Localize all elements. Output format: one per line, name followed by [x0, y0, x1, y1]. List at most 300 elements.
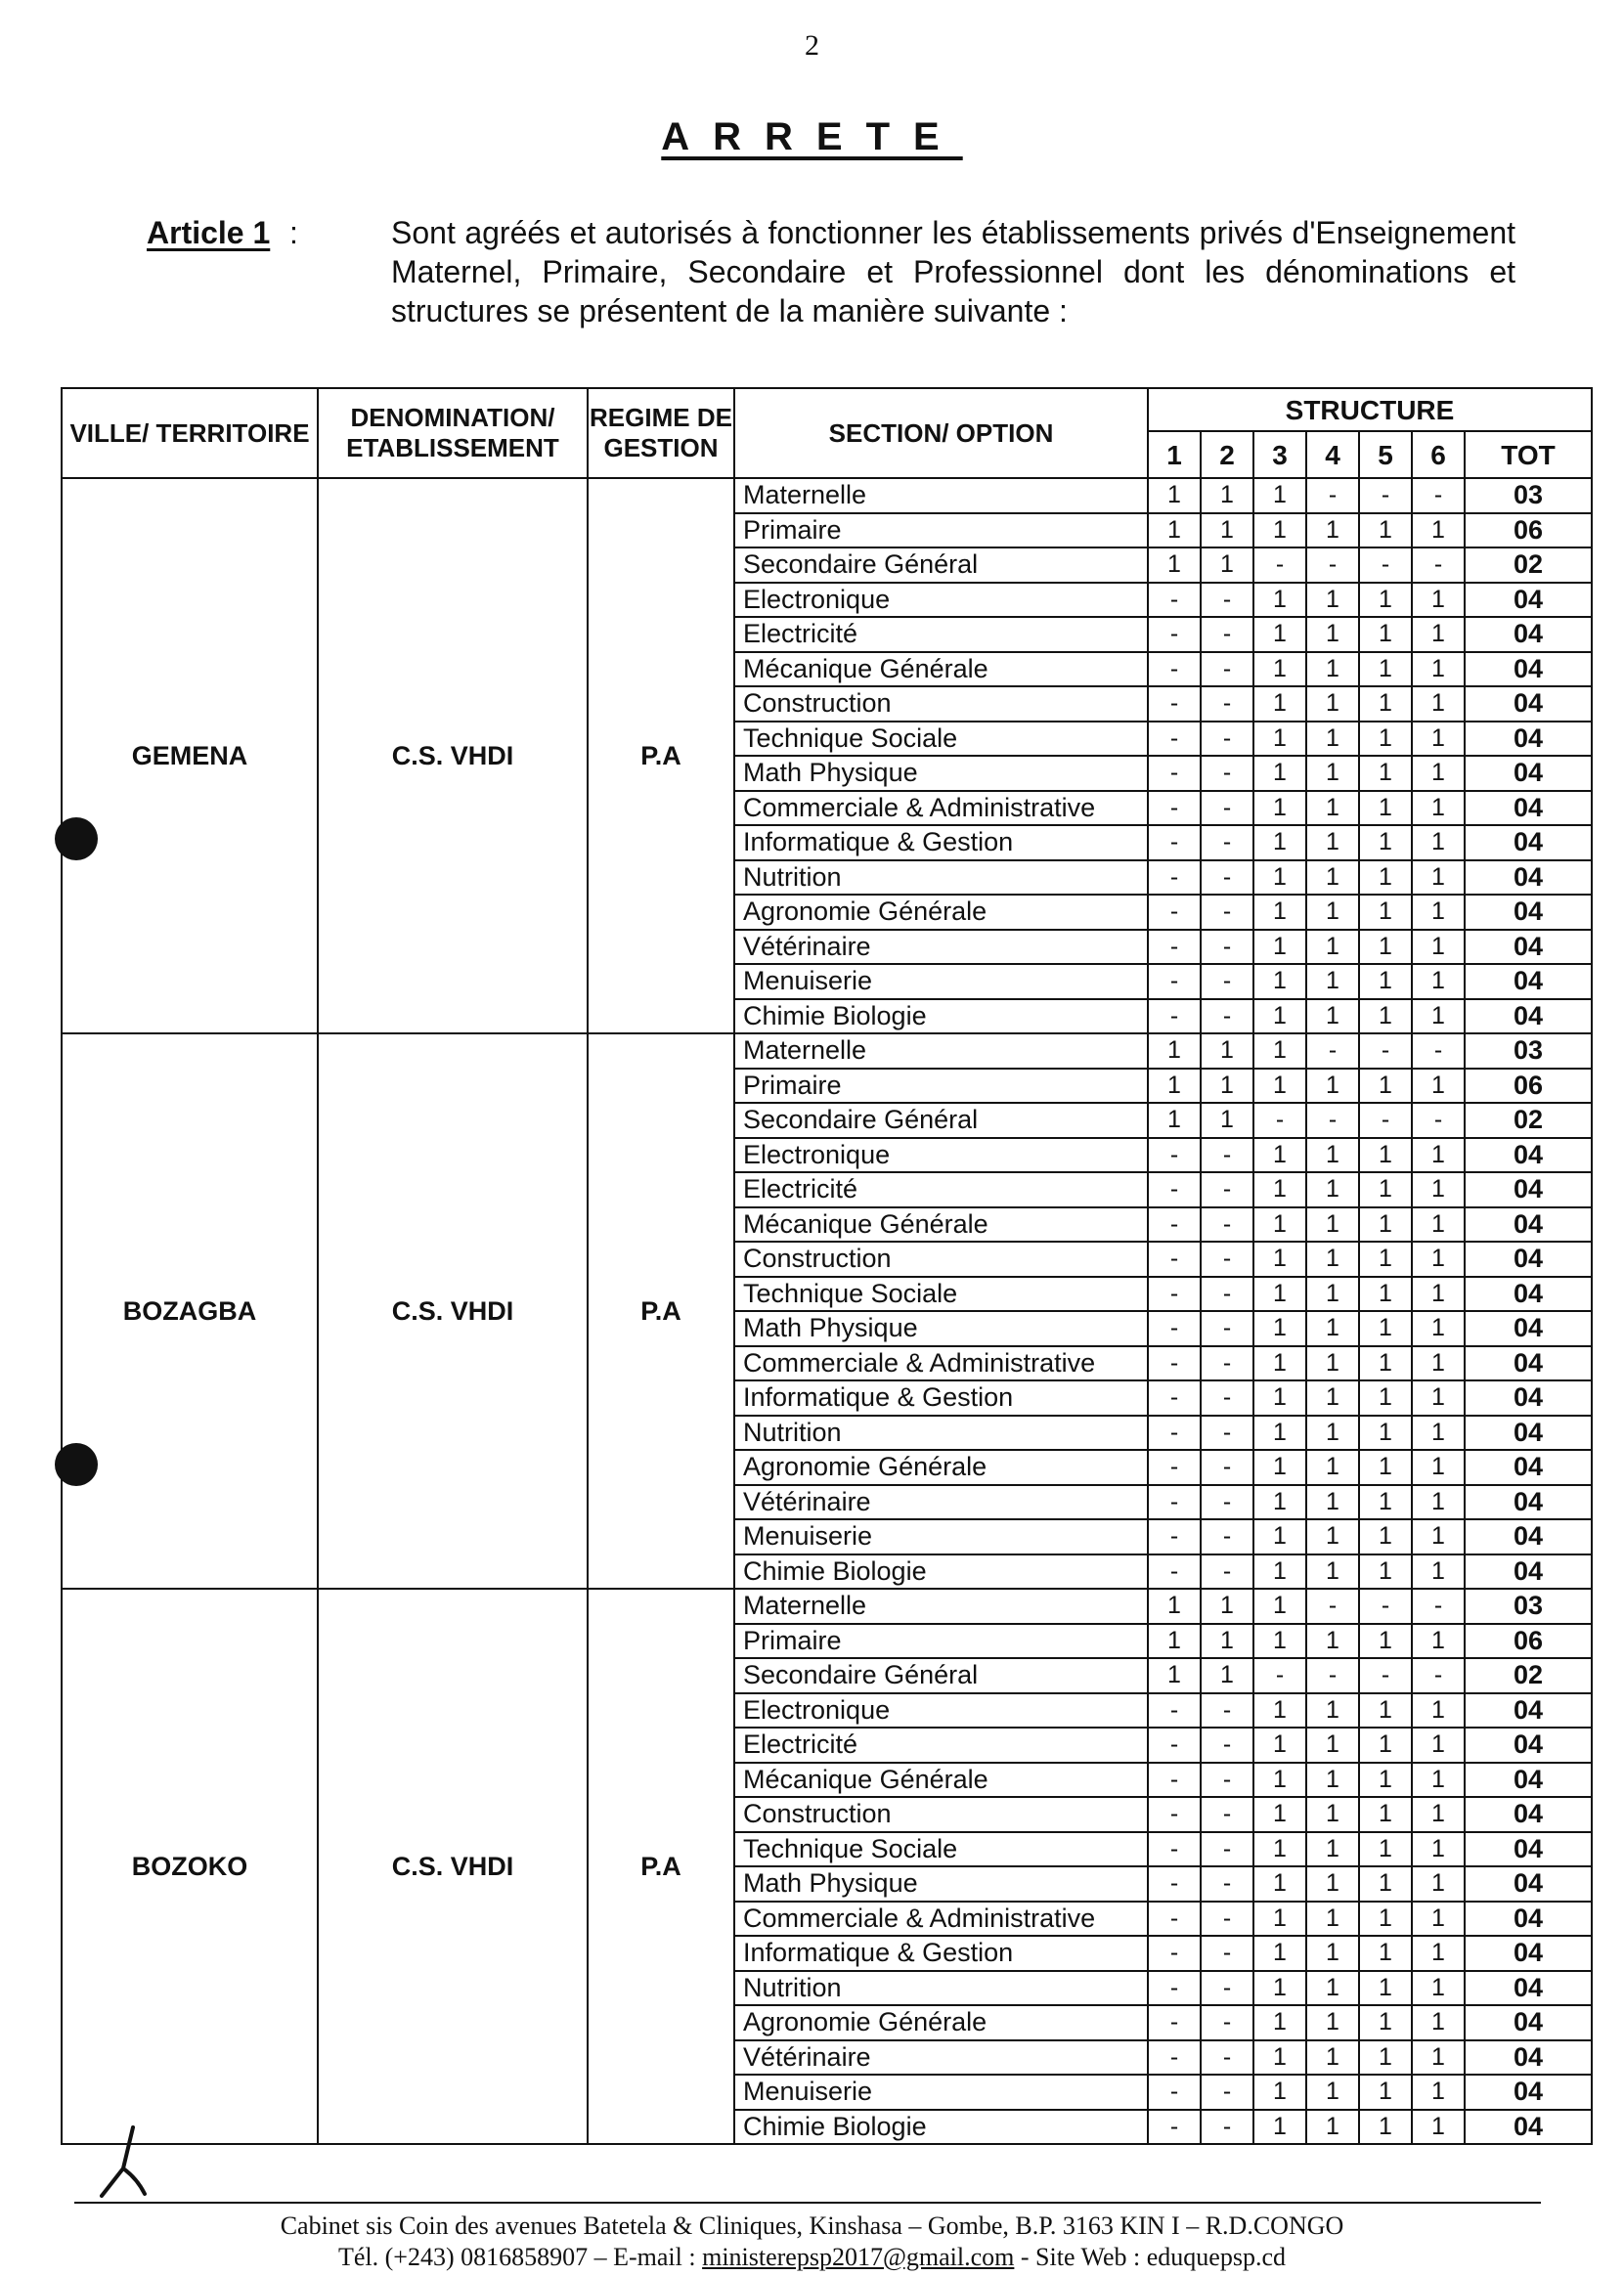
- level-3-cell: -: [1253, 1103, 1306, 1138]
- header-level-3: 3: [1253, 431, 1306, 478]
- total-cell: 04: [1465, 860, 1592, 896]
- level-3-cell: 1: [1253, 756, 1306, 791]
- level-6-cell: -: [1412, 1589, 1465, 1624]
- total-cell: 02: [1465, 1103, 1592, 1138]
- level-2-cell: -: [1201, 1380, 1253, 1416]
- level-3-cell: 1: [1253, 1207, 1306, 1243]
- level-5-cell: 1: [1359, 1763, 1412, 1798]
- level-1-cell: -: [1148, 2005, 1201, 2040]
- section-cell: Mécanique Générale: [734, 1207, 1148, 1243]
- level-6-cell: 1: [1412, 1346, 1465, 1381]
- regime-cell: P.A: [588, 1589, 734, 2144]
- level-6-cell: 1: [1412, 2110, 1465, 2145]
- level-3-cell: -: [1253, 547, 1306, 583]
- header-level-2: 2: [1201, 431, 1253, 478]
- level-1-cell: 1: [1148, 1624, 1201, 1659]
- level-6-cell: 1: [1412, 2005, 1465, 2040]
- level-3-cell: 1: [1253, 1346, 1306, 1381]
- section-cell: Nutrition: [734, 1971, 1148, 2006]
- level-5-cell: 1: [1359, 791, 1412, 826]
- section-cell: Secondaire Général: [734, 547, 1148, 583]
- total-cell: 04: [1465, 791, 1592, 826]
- level-6-cell: 1: [1412, 964, 1465, 999]
- level-6-cell: 1: [1412, 1728, 1465, 1763]
- table-row: [62, 1589, 1592, 1624]
- section-cell: Chimie Biologie: [734, 1554, 1148, 1590]
- level-3-cell: 1: [1253, 999, 1306, 1034]
- level-6-cell: 1: [1412, 1277, 1465, 1312]
- punch-hole: [55, 817, 98, 860]
- level-3-cell: 1: [1253, 1450, 1306, 1485]
- level-6-cell: 1: [1412, 1485, 1465, 1520]
- total-cell: 04: [1465, 686, 1592, 722]
- level-5-cell: 1: [1359, 1138, 1412, 1173]
- level-2-cell: -: [1201, 652, 1253, 687]
- level-5-cell: 1: [1359, 652, 1412, 687]
- level-5-cell: -: [1359, 478, 1412, 513]
- level-6-cell: 1: [1412, 1242, 1465, 1277]
- level-3-cell: 1: [1253, 722, 1306, 757]
- section-cell: Menuiserie: [734, 964, 1148, 999]
- section-cell: Secondaire Général: [734, 1103, 1148, 1138]
- level-2-cell: 1: [1201, 1624, 1253, 1659]
- section-cell: Vétérinaire: [734, 2040, 1148, 2076]
- level-4-cell: 1: [1306, 1519, 1359, 1554]
- total-cell: 04: [1465, 1380, 1592, 1416]
- section-cell: Mécanique Générale: [734, 652, 1148, 687]
- level-4-cell: 1: [1306, 1138, 1359, 1173]
- level-6-cell: 1: [1412, 1902, 1465, 1937]
- level-3-cell: 1: [1253, 930, 1306, 965]
- level-1-cell: -: [1148, 860, 1201, 896]
- level-3-cell: 1: [1253, 1242, 1306, 1277]
- level-6-cell: 1: [1412, 1138, 1465, 1173]
- level-5-cell: 1: [1359, 1277, 1412, 1312]
- level-4-cell: 1: [1306, 1971, 1359, 2006]
- header-tot: TOT: [1465, 431, 1592, 478]
- level-5-cell: 1: [1359, 756, 1412, 791]
- total-cell: 04: [1465, 652, 1592, 687]
- total-cell: 04: [1465, 1138, 1592, 1173]
- level-2-cell: -: [1201, 2075, 1253, 2110]
- section-cell: Vétérinaire: [734, 930, 1148, 965]
- level-2-cell: -: [1201, 1277, 1253, 1312]
- level-4-cell: 1: [1306, 1554, 1359, 1590]
- level-1-cell: -: [1148, 1728, 1201, 1763]
- total-cell: 04: [1465, 1936, 1592, 1971]
- level-3-cell: 1: [1253, 1693, 1306, 1729]
- header-regime: REGIME DE GESTION: [588, 388, 734, 478]
- level-1-cell: -: [1148, 1485, 1201, 1520]
- level-2-cell: -: [1201, 1242, 1253, 1277]
- level-1-cell: -: [1148, 1866, 1201, 1902]
- level-5-cell: 1: [1359, 513, 1412, 548]
- level-1-cell: -: [1148, 2040, 1201, 2076]
- level-5-cell: 1: [1359, 1797, 1412, 1832]
- level-6-cell: 1: [1412, 1832, 1465, 1867]
- section-cell: Construction: [734, 686, 1148, 722]
- level-2-cell: -: [1201, 860, 1253, 896]
- total-cell: 04: [1465, 1866, 1592, 1902]
- document-title: [0, 115, 1624, 159]
- section-cell: Maternelle: [734, 1033, 1148, 1069]
- level-2-cell: -: [1201, 825, 1253, 860]
- level-1-cell: 1: [1148, 513, 1201, 548]
- level-3-cell: 1: [1253, 1277, 1306, 1312]
- level-5-cell: 1: [1359, 686, 1412, 722]
- level-3-cell: 1: [1253, 1554, 1306, 1590]
- total-cell: 04: [1465, 617, 1592, 652]
- structure-table: [61, 387, 1593, 2145]
- section-cell: Menuiserie: [734, 1519, 1148, 1554]
- level-1-cell: -: [1148, 1380, 1201, 1416]
- level-2-cell: 1: [1201, 1033, 1253, 1069]
- level-4-cell: 1: [1306, 2005, 1359, 2040]
- level-4-cell: 1: [1306, 1380, 1359, 1416]
- level-6-cell: -: [1412, 1103, 1465, 1138]
- level-2-cell: -: [1201, 999, 1253, 1034]
- level-4-cell: 1: [1306, 1693, 1359, 1729]
- total-cell: 04: [1465, 2040, 1592, 2076]
- level-5-cell: 1: [1359, 1450, 1412, 1485]
- section-cell: Chimie Biologie: [734, 2110, 1148, 2145]
- level-6-cell: 1: [1412, 1450, 1465, 1485]
- section-cell: Technique Sociale: [734, 1832, 1148, 1867]
- level-6-cell: 1: [1412, 617, 1465, 652]
- total-cell: 04: [1465, 1242, 1592, 1277]
- total-cell: 04: [1465, 2110, 1592, 2145]
- denomination-cell: C.S. VHDI: [318, 1033, 588, 1589]
- section-cell: Primaire: [734, 513, 1148, 548]
- level-5-cell: 1: [1359, 2040, 1412, 2076]
- handwritten-initial: [94, 2122, 162, 2200]
- level-5-cell: 1: [1359, 930, 1412, 965]
- level-6-cell: 1: [1412, 1311, 1465, 1346]
- level-3-cell: 1: [1253, 513, 1306, 548]
- level-1-cell: -: [1148, 825, 1201, 860]
- level-4-cell: -: [1306, 1589, 1359, 1624]
- level-5-cell: 1: [1359, 1069, 1412, 1104]
- level-1-cell: -: [1148, 930, 1201, 965]
- footer-tel: Tél. (+243) 0816858907 – E-mail :: [337, 2243, 703, 2271]
- level-5-cell: 1: [1359, 1624, 1412, 1659]
- article-label: [147, 215, 270, 251]
- level-3-cell: 1: [1253, 860, 1306, 896]
- level-1-cell: -: [1148, 1311, 1201, 1346]
- level-6-cell: 1: [1412, 1624, 1465, 1659]
- level-2-cell: -: [1201, 1207, 1253, 1243]
- level-4-cell: 1: [1306, 999, 1359, 1034]
- level-2-cell: -: [1201, 1346, 1253, 1381]
- section-cell: Math Physique: [734, 756, 1148, 791]
- article-label-text: Article 1: [147, 215, 271, 250]
- level-5-cell: 1: [1359, 1866, 1412, 1902]
- level-5-cell: -: [1359, 547, 1412, 583]
- level-2-cell: -: [1201, 617, 1253, 652]
- level-6-cell: -: [1412, 1033, 1465, 1069]
- level-2-cell: -: [1201, 1797, 1253, 1832]
- level-3-cell: 1: [1253, 1624, 1306, 1659]
- level-1-cell: -: [1148, 686, 1201, 722]
- header-denomination: DENOMINATION/ ETABLISSEMENT: [318, 388, 588, 478]
- level-3-cell: 1: [1253, 1519, 1306, 1554]
- level-2-cell: -: [1201, 1728, 1253, 1763]
- total-cell: 04: [1465, 2075, 1592, 2110]
- level-5-cell: -: [1359, 1658, 1412, 1693]
- level-1-cell: -: [1148, 2110, 1201, 2145]
- level-1-cell: -: [1148, 1971, 1201, 2006]
- footer-contact: [0, 2243, 1624, 2272]
- footer-site: - Site Web : eduquepsp.cd: [1014, 2243, 1286, 2271]
- level-1-cell: -: [1148, 791, 1201, 826]
- total-cell: 04: [1465, 1693, 1592, 1729]
- table-row: [62, 478, 1592, 513]
- level-2-cell: 1: [1201, 547, 1253, 583]
- level-1-cell: -: [1148, 1346, 1201, 1381]
- section-cell: Vétérinaire: [734, 1485, 1148, 1520]
- level-6-cell: 1: [1412, 1207, 1465, 1243]
- section-cell: Technique Sociale: [734, 1277, 1148, 1312]
- level-4-cell: 1: [1306, 1277, 1359, 1312]
- total-cell: 04: [1465, 1172, 1592, 1207]
- total-cell: 04: [1465, 1450, 1592, 1485]
- total-cell: 04: [1465, 722, 1592, 757]
- level-6-cell: 1: [1412, 999, 1465, 1034]
- page-number: 2: [805, 29, 819, 62]
- level-1-cell: -: [1148, 1902, 1201, 1937]
- section-cell: Electronique: [734, 583, 1148, 618]
- regime-cell: P.A: [588, 1033, 734, 1589]
- level-4-cell: 1: [1306, 583, 1359, 618]
- level-3-cell: -: [1253, 1658, 1306, 1693]
- section-cell: Chimie Biologie: [734, 999, 1148, 1034]
- section-cell: Electricité: [734, 1728, 1148, 1763]
- total-cell: 06: [1465, 1069, 1592, 1104]
- level-4-cell: 1: [1306, 825, 1359, 860]
- total-cell: 03: [1465, 478, 1592, 513]
- level-2-cell: -: [1201, 1936, 1253, 1971]
- total-cell: 04: [1465, 1728, 1592, 1763]
- level-3-cell: 1: [1253, 652, 1306, 687]
- level-2-cell: -: [1201, 1693, 1253, 1729]
- level-2-cell: 1: [1201, 513, 1253, 548]
- level-1-cell: 1: [1148, 1069, 1201, 1104]
- header-level-5: 5: [1359, 431, 1412, 478]
- level-4-cell: 1: [1306, 1728, 1359, 1763]
- level-2-cell: -: [1201, 2005, 1253, 2040]
- level-5-cell: 1: [1359, 1172, 1412, 1207]
- total-cell: 04: [1465, 964, 1592, 999]
- level-6-cell: 1: [1412, 513, 1465, 548]
- level-2-cell: 1: [1201, 1103, 1253, 1138]
- level-2-cell: -: [1201, 756, 1253, 791]
- section-cell: Informatique & Gestion: [734, 1936, 1148, 1971]
- level-1-cell: -: [1148, 2075, 1201, 2110]
- level-6-cell: 1: [1412, 1763, 1465, 1798]
- level-1-cell: -: [1148, 1554, 1201, 1590]
- level-5-cell: 1: [1359, 1971, 1412, 2006]
- level-1-cell: -: [1148, 1936, 1201, 1971]
- level-3-cell: 1: [1253, 686, 1306, 722]
- level-3-cell: 1: [1253, 2075, 1306, 2110]
- level-3-cell: 1: [1253, 895, 1306, 930]
- level-4-cell: 1: [1306, 2075, 1359, 2110]
- level-5-cell: 1: [1359, 1242, 1412, 1277]
- section-cell: Primaire: [734, 1624, 1148, 1659]
- section-cell: Maternelle: [734, 478, 1148, 513]
- level-6-cell: 1: [1412, 860, 1465, 896]
- level-4-cell: 1: [1306, 1866, 1359, 1902]
- level-3-cell: 1: [1253, 825, 1306, 860]
- total-cell: 02: [1465, 547, 1592, 583]
- level-6-cell: 1: [1412, 1069, 1465, 1104]
- total-cell: 04: [1465, 1971, 1592, 2006]
- total-cell: 04: [1465, 1485, 1592, 1520]
- level-1-cell: -: [1148, 1450, 1201, 1485]
- section-cell: Secondaire Général: [734, 1658, 1148, 1693]
- level-1-cell: -: [1148, 1242, 1201, 1277]
- level-1-cell: -: [1148, 1416, 1201, 1451]
- level-2-cell: 1: [1201, 478, 1253, 513]
- level-6-cell: 1: [1412, 1866, 1465, 1902]
- level-2-cell: -: [1201, 2110, 1253, 2145]
- level-4-cell: 1: [1306, 617, 1359, 652]
- level-6-cell: -: [1412, 547, 1465, 583]
- level-3-cell: 1: [1253, 1033, 1306, 1069]
- header-section: SECTION/ OPTION: [734, 388, 1148, 478]
- level-1-cell: -: [1148, 652, 1201, 687]
- level-3-cell: 1: [1253, 1763, 1306, 1798]
- level-5-cell: 1: [1359, 860, 1412, 896]
- section-cell: Mécanique Générale: [734, 1763, 1148, 1798]
- article-colon: :: [289, 215, 298, 250]
- level-5-cell: -: [1359, 1589, 1412, 1624]
- level-1-cell: -: [1148, 1277, 1201, 1312]
- level-3-cell: 1: [1253, 2005, 1306, 2040]
- section-cell: Informatique & Gestion: [734, 1380, 1148, 1416]
- level-2-cell: -: [1201, 1450, 1253, 1485]
- section-cell: Primaire: [734, 1069, 1148, 1104]
- level-5-cell: 1: [1359, 1832, 1412, 1867]
- level-4-cell: -: [1306, 547, 1359, 583]
- level-3-cell: 1: [1253, 1832, 1306, 1867]
- level-2-cell: -: [1201, 1902, 1253, 1937]
- level-5-cell: 1: [1359, 1207, 1412, 1243]
- total-cell: 03: [1465, 1033, 1592, 1069]
- ville-cell: GEMENA: [62, 478, 318, 1033]
- section-cell: Electronique: [734, 1138, 1148, 1173]
- footer-rule: [74, 2202, 1541, 2204]
- level-6-cell: 1: [1412, 686, 1465, 722]
- level-4-cell: 1: [1306, 722, 1359, 757]
- level-4-cell: 1: [1306, 2110, 1359, 2145]
- total-cell: 04: [1465, 1797, 1592, 1832]
- level-1-cell: -: [1148, 1207, 1201, 1243]
- level-2-cell: -: [1201, 895, 1253, 930]
- level-1-cell: -: [1148, 1172, 1201, 1207]
- level-5-cell: 1: [1359, 1902, 1412, 1937]
- level-1-cell: -: [1148, 1763, 1201, 1798]
- level-3-cell: 1: [1253, 1728, 1306, 1763]
- footer-email: ministerepsp2017@gmail.com: [702, 2243, 1015, 2271]
- table-body: [62, 478, 1592, 2144]
- level-1-cell: 1: [1148, 1033, 1201, 1069]
- level-5-cell: -: [1359, 1033, 1412, 1069]
- level-2-cell: -: [1201, 2040, 1253, 2076]
- section-cell: Electricité: [734, 1172, 1148, 1207]
- level-6-cell: 1: [1412, 1519, 1465, 1554]
- total-cell: 06: [1465, 513, 1592, 548]
- level-6-cell: -: [1412, 1658, 1465, 1693]
- level-2-cell: -: [1201, 1519, 1253, 1554]
- level-2-cell: -: [1201, 791, 1253, 826]
- level-4-cell: -: [1306, 478, 1359, 513]
- level-4-cell: -: [1306, 1033, 1359, 1069]
- level-1-cell: -: [1148, 583, 1201, 618]
- level-3-cell: 1: [1253, 1069, 1306, 1104]
- level-5-cell: 1: [1359, 1311, 1412, 1346]
- level-1-cell: -: [1148, 1138, 1201, 1173]
- total-cell: 04: [1465, 1277, 1592, 1312]
- level-3-cell: 1: [1253, 617, 1306, 652]
- level-4-cell: 1: [1306, 756, 1359, 791]
- level-5-cell: 1: [1359, 2075, 1412, 2110]
- level-2-cell: -: [1201, 1554, 1253, 1590]
- level-3-cell: 1: [1253, 1902, 1306, 1937]
- level-2-cell: -: [1201, 686, 1253, 722]
- level-2-cell: -: [1201, 964, 1253, 999]
- total-cell: 04: [1465, 1416, 1592, 1451]
- level-3-cell: 1: [1253, 1866, 1306, 1902]
- level-2-cell: -: [1201, 1138, 1253, 1173]
- denomination-cell: C.S. VHDI: [318, 478, 588, 1033]
- level-3-cell: 1: [1253, 478, 1306, 513]
- level-2-cell: 1: [1201, 1658, 1253, 1693]
- level-2-cell: 1: [1201, 1069, 1253, 1104]
- level-4-cell: 1: [1306, 686, 1359, 722]
- level-3-cell: 1: [1253, 2110, 1306, 2145]
- level-6-cell: 1: [1412, 825, 1465, 860]
- section-cell: Electricité: [734, 617, 1148, 652]
- level-5-cell: 1: [1359, 895, 1412, 930]
- level-1-cell: -: [1148, 617, 1201, 652]
- level-2-cell: -: [1201, 1763, 1253, 1798]
- level-5-cell: 1: [1359, 583, 1412, 618]
- total-cell: 04: [1465, 756, 1592, 791]
- level-3-cell: 1: [1253, 583, 1306, 618]
- level-6-cell: 1: [1412, 756, 1465, 791]
- section-cell: Commerciale & Administrative: [734, 1902, 1148, 1937]
- level-3-cell: 1: [1253, 1936, 1306, 1971]
- level-2-cell: -: [1201, 930, 1253, 965]
- total-cell: 04: [1465, 1207, 1592, 1243]
- total-cell: 06: [1465, 1624, 1592, 1659]
- level-6-cell: 1: [1412, 1693, 1465, 1729]
- ville-cell: BOZAGBA: [62, 1033, 318, 1589]
- level-6-cell: 1: [1412, 930, 1465, 965]
- level-3-cell: 1: [1253, 1380, 1306, 1416]
- level-1-cell: -: [1148, 1519, 1201, 1554]
- level-1-cell: -: [1148, 722, 1201, 757]
- section-cell: Construction: [734, 1797, 1148, 1832]
- total-cell: 04: [1465, 999, 1592, 1034]
- level-4-cell: -: [1306, 1103, 1359, 1138]
- table-row: [62, 1033, 1592, 1069]
- level-6-cell: 1: [1412, 1971, 1465, 2006]
- level-5-cell: 1: [1359, 825, 1412, 860]
- section-cell: Commerciale & Administrative: [734, 1346, 1148, 1381]
- total-cell: 04: [1465, 930, 1592, 965]
